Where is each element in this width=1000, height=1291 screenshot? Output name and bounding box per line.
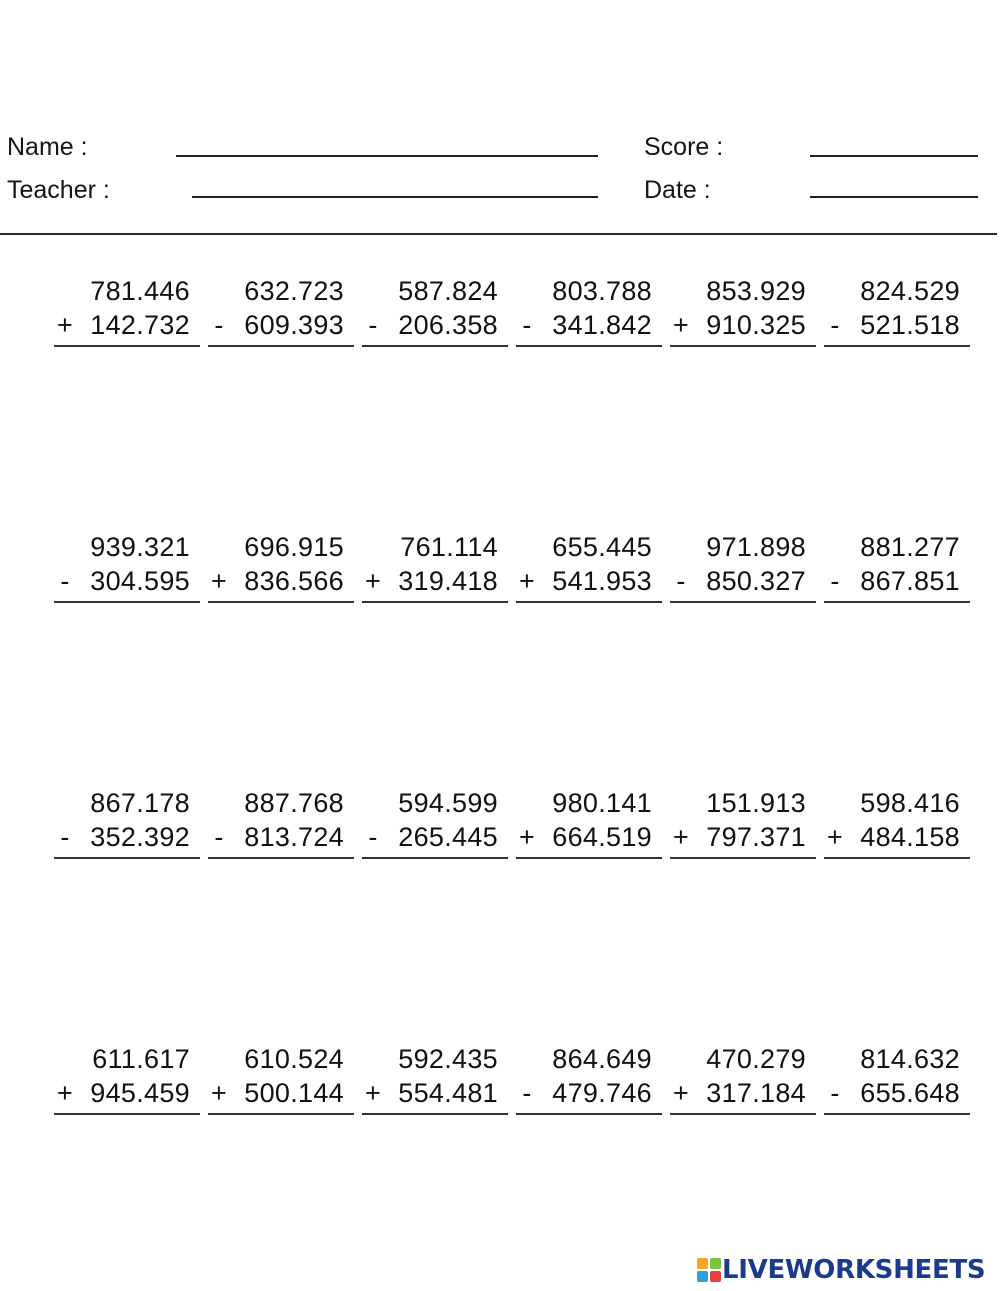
bottom-number: 341.842 — [552, 310, 652, 340]
bottom-number: 304.595 — [90, 566, 190, 596]
bottom-row — [516, 309, 652, 341]
top-number: 598.416 — [860, 788, 960, 818]
bottom-row — [54, 309, 190, 341]
operator-sign: + — [672, 822, 690, 852]
problem-1-3 — [362, 275, 508, 353]
score-field[interactable] — [810, 155, 978, 157]
bottom-row — [824, 565, 960, 597]
answer-line[interactable] — [208, 1113, 354, 1115]
bottom-number: 554.481 — [398, 1078, 498, 1108]
answer-line[interactable] — [362, 857, 508, 859]
bottom-number: 609.393 — [244, 310, 344, 340]
top-number: 971.898 — [706, 532, 806, 562]
bottom-number: 541.953 — [552, 566, 652, 596]
answer-line[interactable] — [670, 857, 816, 859]
answer-line[interactable] — [670, 601, 816, 603]
teacher-field[interactable] — [192, 196, 598, 198]
operator-sign: + — [210, 566, 228, 596]
bottom-row — [516, 1077, 652, 1109]
top-number: 864.649 — [552, 1044, 652, 1074]
top-number: 151.913 — [706, 788, 806, 818]
operator-sign: - — [60, 566, 70, 596]
date-label: Date : — [644, 176, 711, 204]
operator-sign: - — [522, 310, 532, 340]
answer-line[interactable] — [516, 345, 662, 347]
operator-sign: + — [672, 1078, 690, 1108]
bottom-number: 655.648 — [860, 1078, 960, 1108]
bottom-number: 265.445 — [398, 822, 498, 852]
bottom-row — [208, 309, 344, 341]
name-label: Name : — [7, 133, 88, 161]
problem-4-4 — [516, 1043, 662, 1121]
bottom-row — [54, 565, 190, 597]
operator-sign: - — [522, 1078, 532, 1108]
operator-sign: + — [56, 1078, 74, 1108]
answer-line[interactable] — [670, 1113, 816, 1115]
bottom-row — [54, 821, 190, 853]
top-number: 853.929 — [706, 276, 806, 306]
top-number: 587.824 — [398, 276, 498, 306]
name-field[interactable] — [176, 155, 598, 157]
bottom-row — [208, 1077, 344, 1109]
bottom-row — [824, 309, 960, 341]
answer-line[interactable] — [824, 601, 970, 603]
problem-4-3 — [362, 1043, 508, 1121]
problem-4-6 — [824, 1043, 970, 1121]
bottom-number: 479.746 — [552, 1078, 652, 1108]
bottom-number: 813.724 — [244, 822, 344, 852]
answer-line[interactable] — [362, 1113, 508, 1115]
operator-sign: - — [214, 310, 224, 340]
top-number: 470.279 — [706, 1044, 806, 1074]
bottom-row — [670, 821, 806, 853]
top-number: 814.632 — [860, 1044, 960, 1074]
answer-line[interactable] — [824, 345, 970, 347]
problem-4-1 — [54, 1043, 200, 1121]
logo-blocks-icon — [697, 1258, 721, 1282]
bottom-number: 352.392 — [90, 822, 190, 852]
bottom-row — [670, 309, 806, 341]
answer-line[interactable] — [516, 601, 662, 603]
answer-line[interactable] — [670, 345, 816, 347]
answer-line[interactable] — [824, 1113, 970, 1115]
answer-line[interactable] — [362, 345, 508, 347]
operator-sign: + — [826, 822, 844, 852]
problem-3-5 — [670, 787, 816, 865]
bottom-number: 836.566 — [244, 566, 344, 596]
bottom-row — [824, 1077, 960, 1109]
answer-line[interactable] — [54, 857, 200, 859]
operator-sign: - — [830, 566, 840, 596]
problem-1-4 — [516, 275, 662, 353]
bottom-number: 521.518 — [860, 310, 960, 340]
bottom-row — [362, 565, 498, 597]
top-number: 867.178 — [90, 788, 190, 818]
problem-3-3 — [362, 787, 508, 865]
problem-4-5 — [670, 1043, 816, 1121]
operator-sign: - — [60, 822, 70, 852]
top-number: 696.915 — [244, 532, 344, 562]
answer-line[interactable] — [208, 857, 354, 859]
answer-line[interactable] — [516, 1113, 662, 1115]
answer-line[interactable] — [54, 601, 200, 603]
operator-sign: + — [364, 1078, 382, 1108]
top-number: 610.524 — [244, 1044, 344, 1074]
top-number: 655.445 — [552, 532, 652, 562]
operator-sign: + — [672, 310, 690, 340]
problem-3-2 — [208, 787, 354, 865]
bottom-number: 319.418 — [398, 566, 498, 596]
answer-line[interactable] — [208, 601, 354, 603]
bottom-number: 317.184 — [706, 1078, 806, 1108]
bottom-row — [362, 309, 498, 341]
problem-1-2 — [208, 275, 354, 353]
problem-3-6 — [824, 787, 970, 865]
operator-sign: - — [368, 310, 378, 340]
operator-sign: + — [364, 566, 382, 596]
bottom-number: 797.371 — [706, 822, 806, 852]
bottom-row — [824, 821, 960, 853]
top-number: 761.114 — [400, 532, 498, 562]
bottom-row — [362, 1077, 498, 1109]
top-number: 824.529 — [860, 276, 960, 306]
answer-line[interactable] — [54, 1113, 200, 1115]
bottom-row — [670, 1077, 806, 1109]
problem-2-3 — [362, 531, 508, 609]
bottom-number: 945.459 — [90, 1078, 190, 1108]
bottom-number: 500.144 — [244, 1078, 344, 1108]
problem-4-2 — [208, 1043, 354, 1121]
operator-sign: - — [830, 310, 840, 340]
bottom-number: 910.325 — [706, 310, 806, 340]
answer-line[interactable] — [362, 601, 508, 603]
operator-sign: + — [210, 1078, 228, 1108]
problem-3-4 — [516, 787, 662, 865]
header-divider — [0, 233, 997, 235]
problem-1-5 — [670, 275, 816, 353]
operator-sign: + — [518, 822, 536, 852]
problem-2-4 — [516, 531, 662, 609]
operator-sign: - — [830, 1078, 840, 1108]
operator-sign: + — [518, 566, 536, 596]
date-field[interactable] — [810, 196, 978, 198]
bottom-row — [208, 821, 344, 853]
answer-line[interactable] — [54, 345, 200, 347]
top-number: 939.321 — [90, 532, 190, 562]
top-number: 594.599 — [398, 788, 498, 818]
bottom-number: 850.327 — [706, 566, 806, 596]
bottom-row — [208, 565, 344, 597]
top-number: 980.141 — [552, 788, 652, 818]
problem-1-1 — [54, 275, 200, 353]
answer-line[interactable] — [208, 345, 354, 347]
bottom-number: 664.519 — [552, 822, 652, 852]
bottom-number: 206.358 — [398, 310, 498, 340]
problem-2-5 — [670, 531, 816, 609]
top-number: 887.768 — [244, 788, 344, 818]
logo-text: LIVEWORKSHEETS — [722, 1255, 986, 1285]
top-number: 881.277 — [860, 532, 960, 562]
operator-sign: - — [368, 822, 378, 852]
bottom-number: 867.851 — [860, 566, 960, 596]
top-number: 781.446 — [90, 276, 190, 306]
teacher-label: Teacher : — [7, 176, 110, 204]
problem-2-6 — [824, 531, 970, 609]
answer-line[interactable] — [516, 857, 662, 859]
score-label: Score : — [644, 133, 724, 161]
top-number: 632.723 — [244, 276, 344, 306]
bottom-row — [362, 821, 498, 853]
bottom-row — [54, 1077, 190, 1109]
operator-sign: - — [214, 822, 224, 852]
operator-sign: + — [56, 310, 74, 340]
problem-2-2 — [208, 531, 354, 609]
problem-2-1 — [54, 531, 200, 609]
answer-line[interactable] — [824, 857, 970, 859]
bottom-number: 484.158 — [860, 822, 960, 852]
top-number: 611.617 — [92, 1044, 190, 1074]
bottom-row — [516, 821, 652, 853]
bottom-number: 142.732 — [90, 310, 190, 340]
problem-3-1 — [54, 787, 200, 865]
bottom-row — [670, 565, 806, 597]
bottom-row — [516, 565, 652, 597]
problem-1-6 — [824, 275, 970, 353]
operator-sign: - — [676, 566, 686, 596]
top-number: 592.435 — [398, 1044, 498, 1074]
top-number: 803.788 — [552, 276, 652, 306]
